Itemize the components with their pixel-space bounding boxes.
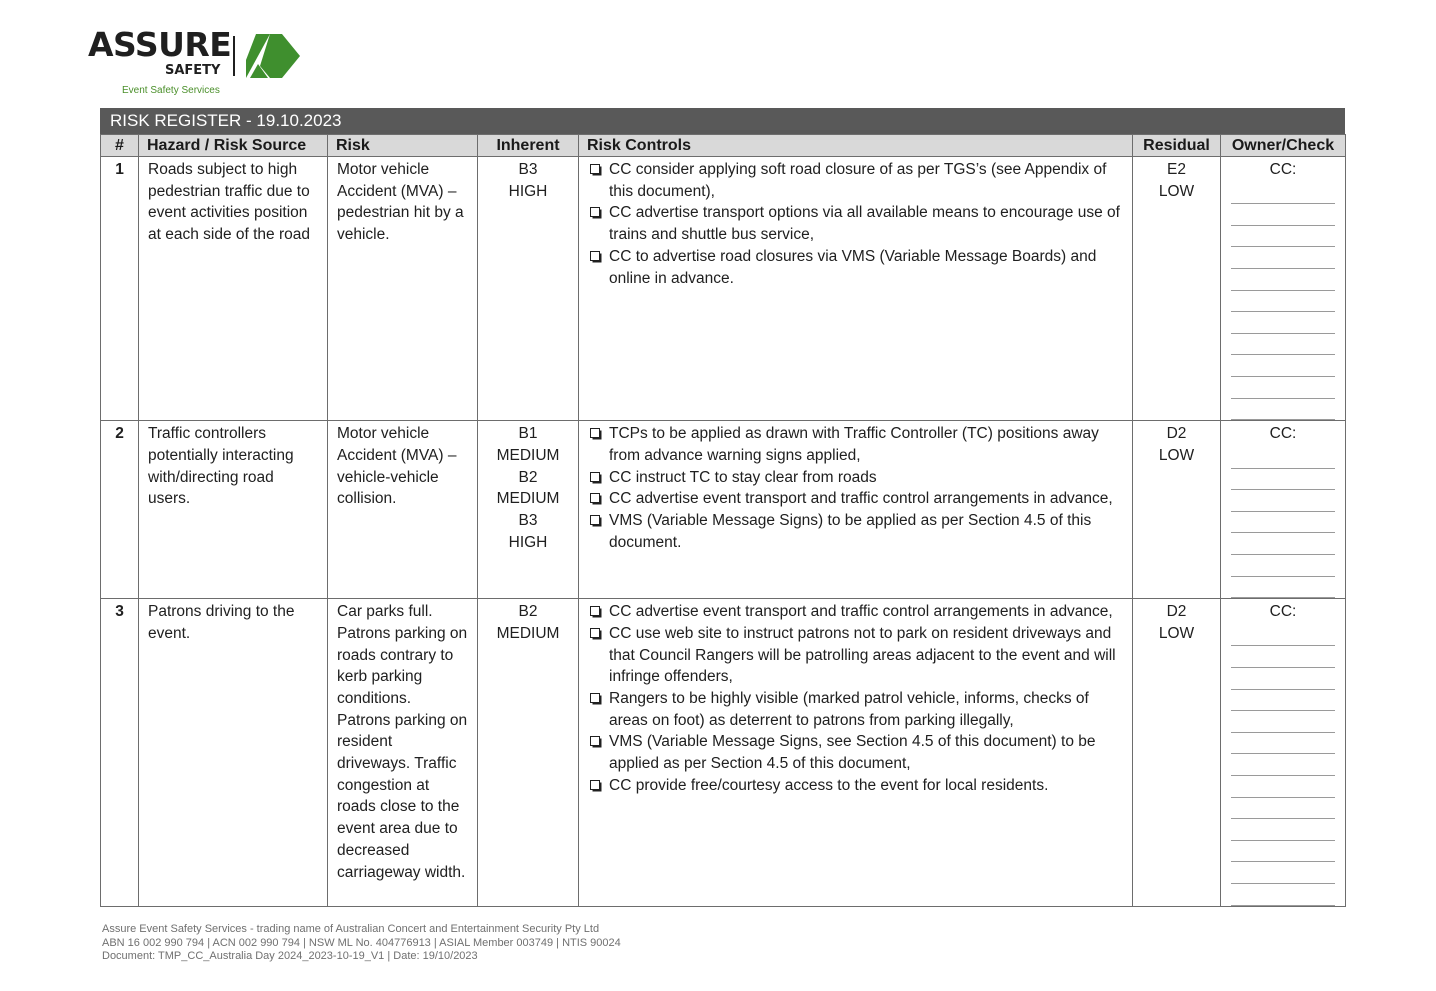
risk-table bbox=[100, 134, 1346, 907]
control-item: CC instruct TC to stay clear from roads bbox=[588, 467, 1123, 489]
inherent-level: HIGH bbox=[508, 533, 548, 551]
hazard-cell: Patrons driving to the event. bbox=[139, 599, 328, 906]
owner-cell bbox=[1221, 157, 1346, 421]
residual-rating: E2 bbox=[1167, 161, 1186, 178]
residual-cell bbox=[1133, 421, 1221, 599]
inherent-cell bbox=[478, 421, 579, 599]
inherent-level: MEDIUM bbox=[496, 446, 560, 464]
control-item: VMS (Variable Message Signs, see Section 4.5 of this document) to be applied as per Section 4.5 of this document, bbox=[588, 731, 1123, 774]
document-footer bbox=[102, 923, 621, 964]
owner-label: CC: bbox=[1269, 161, 1297, 178]
owner-label: CC: bbox=[1269, 603, 1297, 621]
row-number: 2 bbox=[101, 421, 139, 599]
inherent-rating: B3 bbox=[518, 161, 538, 178]
col-header-residual: Residual bbox=[1133, 135, 1221, 157]
control-item: CC advertise transport options via all available means to encourage use of trains and shuttle bus service, bbox=[588, 202, 1123, 245]
table-header-row bbox=[101, 135, 1346, 157]
control-item: CC use web site to instruct patrons not to park on resident driveways and that Council Rangers will be patrolling areas adjacent to the event and will infringe offenders, bbox=[588, 623, 1123, 688]
owner-label: CC: bbox=[1269, 425, 1297, 443]
control-item: TCPs to be applied as drawn with Traffic Controller (TC) positions away from advance warning signs applied, bbox=[588, 423, 1123, 466]
control-item: CC advertise event transport and traffic control arrangements in advance, bbox=[588, 488, 1123, 510]
table-row bbox=[101, 599, 1346, 906]
residual-level: LOW bbox=[1158, 182, 1195, 200]
control-item: CC to advertise road closures via VMS (Variable Message Boards) and online in advance. bbox=[588, 246, 1123, 289]
risk-register bbox=[100, 108, 1345, 896]
col-header-controls: Risk Controls bbox=[579, 135, 1133, 157]
row-number: 3 bbox=[101, 599, 139, 906]
col-header-hazard: Hazard / Risk Source bbox=[139, 135, 328, 157]
control-item: CC advertise event transport and traffic control arrangements in advance, bbox=[588, 601, 1123, 623]
signature-lines[interactable] bbox=[1230, 183, 1336, 421]
risk-cell: Motor vehicle Accident (MVA) – vehicle-vehicle collision. bbox=[328, 421, 478, 599]
footer-company-line: Assure Event Safety Services - trading name of Australian Concert and Entertainment Security Pty Ltd bbox=[102, 923, 600, 935]
signature-lines[interactable] bbox=[1230, 447, 1336, 598]
logo-tagline: Event Safety Services bbox=[122, 85, 220, 96]
residual-cell bbox=[1133, 157, 1221, 421]
inherent-level: MEDIUM bbox=[496, 624, 560, 642]
controls-cell bbox=[579, 157, 1133, 421]
signature-lines[interactable] bbox=[1230, 625, 1336, 906]
residual-level: LOW bbox=[1158, 624, 1195, 642]
table-row bbox=[101, 421, 1346, 599]
logo-arrow-icon bbox=[246, 34, 302, 78]
footer-registration-line: ABN 16 002 990 794 | ACN 002 990 794 | NSW ML No. 404776913 | ASIAL Member 003749 | NTIS 90024 bbox=[102, 936, 621, 949]
inherent-level: HIGH bbox=[508, 182, 548, 200]
inherent-rating: B3 bbox=[518, 512, 538, 530]
company-logo bbox=[88, 25, 318, 100]
inherent-cell bbox=[478, 157, 579, 421]
residual-rating: D2 bbox=[1166, 425, 1187, 443]
residual-level: LOW bbox=[1158, 446, 1195, 464]
controls-cell bbox=[579, 599, 1133, 906]
inherent-level: MEDIUM bbox=[496, 490, 560, 508]
controls-cell bbox=[579, 421, 1133, 599]
control-item: Rangers to be highly visible (marked patrol vehicle, informs, checks of areas on foot) as deterrent to patrons from parking illegally, bbox=[588, 688, 1123, 731]
inherent-rating: B2 bbox=[518, 603, 538, 621]
inherent-cell bbox=[478, 599, 579, 906]
control-item: VMS (Variable Message Signs) to be applied as per Section 4.5 of this document. bbox=[588, 510, 1123, 553]
control-item: CC provide free/courtesy access to the event for local residents. bbox=[588, 775, 1123, 797]
hazard-cell: Traffic controllers potentially interacting with/directing road users. bbox=[139, 421, 328, 599]
register-title: RISK REGISTER - 19.10.2023 bbox=[100, 108, 1345, 134]
inherent-rating: B1 bbox=[518, 425, 538, 443]
control-item: CC consider applying soft road closure of as per TGS’s (see Appendix of this document), bbox=[588, 159, 1123, 202]
table-row bbox=[101, 157, 1346, 421]
risk-cell: Car parks full. Patrons parking on roads contrary to kerb parking conditions. Patrons parking on resident driveways. Traffic congestion at roads close to the event area due to decreased carriageway width. bbox=[328, 599, 478, 906]
owner-cell bbox=[1221, 421, 1346, 599]
logo-subword: SAFETY bbox=[165, 63, 221, 78]
col-header-risk: Risk bbox=[328, 135, 478, 157]
residual-rating: D2 bbox=[1166, 603, 1187, 621]
hazard-cell: Roads subject to high pedestrian traffic due to event activities position at each side of the road bbox=[139, 157, 328, 421]
owner-cell bbox=[1221, 599, 1346, 906]
risk-cell: Motor vehicle Accident (MVA) – pedestrian hit by a vehicle. bbox=[328, 157, 478, 421]
row-number: 1 bbox=[101, 157, 139, 421]
col-header-num: # bbox=[101, 135, 139, 157]
inherent-rating: B2 bbox=[518, 468, 538, 486]
col-header-owner: Owner/Check bbox=[1221, 135, 1346, 157]
residual-cell bbox=[1133, 599, 1221, 906]
logo-wordmark: ASSURE bbox=[88, 25, 232, 64]
footer-document-line: Document: TMP_CC_Australia Day 2024_2023-10-19_V1 | Date: 19/10/2023 bbox=[102, 950, 478, 963]
logo-divider bbox=[233, 36, 235, 76]
col-header-inherent: Inherent bbox=[478, 135, 579, 157]
